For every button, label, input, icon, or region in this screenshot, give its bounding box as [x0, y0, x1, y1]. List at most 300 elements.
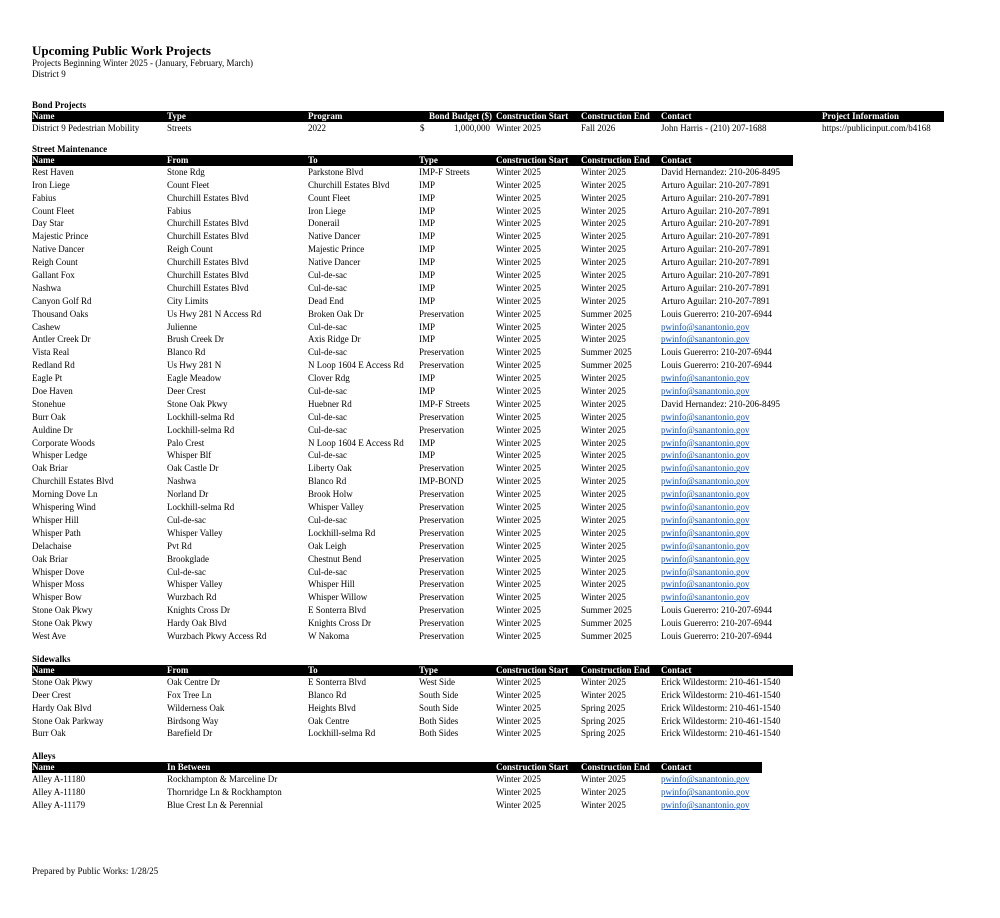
to-cell: E Sonterra Blvd	[308, 676, 366, 687]
contact-email-link[interactable]: pwinfo@sanantonio.gov	[661, 476, 750, 487]
construction-start-cell: Winter 2025	[496, 166, 541, 177]
table-row	[32, 424, 972, 437]
contact-email-link[interactable]: pwinfo@sanantonio.gov	[661, 502, 750, 513]
construction-start-cell: Winter 2025	[496, 676, 541, 687]
table-row	[32, 449, 972, 462]
construction-start-cell: Winter 2025	[496, 424, 541, 435]
table-row	[32, 179, 972, 192]
contact-email-link[interactable]: pwinfo@sanantonio.gov	[661, 787, 750, 798]
table-row	[32, 166, 972, 179]
to-cell: Cul-de-sac	[308, 514, 347, 525]
name-cell: Canyon Golf Rd	[32, 295, 92, 306]
name-cell: Hardy Oak Blvd	[32, 702, 92, 713]
to-cell: Heights Blvd	[308, 702, 356, 713]
from-cell: Count Fleet	[167, 179, 210, 190]
col-header-contact: Contact	[661, 762, 692, 773]
from-cell: Julienne	[167, 321, 197, 332]
construction-end-cell: Winter 2025	[581, 257, 626, 268]
from-cell: Cul-de-sac	[167, 566, 206, 577]
construction-start-cell: Winter 2025	[496, 218, 541, 229]
construction-end-cell: Winter 2025	[581, 179, 626, 190]
contact-email-link[interactable]: pwinfo@sanantonio.gov	[661, 540, 750, 551]
name-cell: Deer Crest	[32, 689, 71, 700]
to-cell: Whisper Valley	[308, 502, 364, 513]
name-cell: Whisper Moss	[32, 579, 85, 590]
name-cell: Eagle Pt	[32, 373, 63, 384]
construction-end-cell: Spring 2025	[581, 702, 626, 713]
name-cell: Corporate Woods	[32, 437, 95, 448]
contact-cell: Louis Guererro: 210-207-6944	[661, 347, 772, 358]
col-header-name: Name	[32, 664, 55, 675]
table-row	[32, 411, 972, 424]
name-cell: Stone Oak Pkwy	[32, 676, 93, 687]
construction-end-cell: Winter 2025	[581, 398, 626, 409]
from-cell: Palo Crest	[167, 437, 205, 448]
name-cell: Morning Dove Ln	[32, 489, 98, 500]
contact-email-link[interactable]: pwinfo@sanantonio.gov	[661, 424, 750, 435]
contact-cell: Erick Wildestorm: 210-461-1540	[661, 715, 781, 726]
construction-start-cell: Winter 2025	[496, 540, 541, 551]
table-row	[32, 282, 972, 295]
contact-email-link[interactable]: pwinfo@sanantonio.gov	[661, 566, 750, 577]
construction-start-cell: Winter 2025	[496, 579, 541, 590]
table-row	[32, 786, 972, 799]
type-cell: Preservation	[419, 605, 464, 616]
type-cell: West Side	[419, 676, 456, 687]
contact-email-link[interactable]: pwinfo@sanantonio.gov	[661, 553, 750, 564]
contact-email-link[interactable]: pwinfo@sanantonio.gov	[661, 592, 750, 603]
construction-end-cell: Winter 2025	[581, 295, 626, 306]
contact-cell: Arturo Aguilar: 210-207-7891	[661, 205, 770, 216]
construction-start-cell: Winter 2025	[496, 437, 541, 448]
construction-end-cell: Summer 2025	[581, 618, 632, 629]
to-cell: Native Dancer	[308, 231, 361, 242]
to-cell: Lockhill-selma Rd	[308, 728, 376, 739]
table-row	[32, 501, 972, 514]
table-row	[32, 256, 972, 269]
type-cell: IMP	[419, 450, 436, 461]
to-cell: Oak Leigh	[308, 540, 347, 551]
from-cell: Barefield Dr	[167, 728, 213, 739]
from-cell: Wilderness Oak	[167, 702, 225, 713]
from-cell: Us Hwy 281 N Access Rd	[167, 308, 262, 319]
from-cell: Stone Oak Pkwy	[167, 398, 228, 409]
table-row	[32, 715, 972, 728]
construction-start-cell: Winter 2025	[496, 123, 541, 133]
construction-end-cell: Winter 2025	[581, 166, 626, 177]
name-cell: Stone Oak Pkwy	[32, 605, 93, 616]
street-table-header	[32, 155, 793, 166]
contact-cell: Arturo Aguilar: 210-207-7891	[661, 270, 770, 281]
construction-start-cell: Winter 2025	[496, 592, 541, 603]
construction-end-cell: Winter 2025	[581, 579, 626, 590]
name-cell: Burr Oak	[32, 411, 66, 422]
contact-cell: Arturo Aguilar: 210-207-7891	[661, 295, 770, 306]
table-row	[32, 578, 972, 591]
col-header-construction-end: Construction End	[581, 154, 650, 165]
name-cell: Whispering Wind	[32, 502, 96, 513]
contact-cell: Arturo Aguilar: 210-207-7891	[661, 282, 770, 293]
col-header-name: Name	[32, 154, 55, 165]
construction-start-cell: Winter 2025	[496, 295, 541, 306]
bond-table-header	[32, 111, 944, 122]
construction-end-cell: Winter 2025	[581, 373, 626, 384]
type-cell: Preservation	[419, 347, 464, 358]
contact-email-link[interactable]: pwinfo@sanantonio.gov	[661, 514, 750, 525]
name-cell: Whisper Hill	[32, 514, 79, 525]
construction-end-cell: Spring 2025	[581, 715, 626, 726]
table-row	[32, 702, 972, 715]
from-cell: Lockhill-selma Rd	[167, 411, 235, 422]
type-cell: Both Sides	[419, 715, 459, 726]
construction-end-cell: Winter 2025	[581, 489, 626, 500]
to-cell: N Loop 1604 E Access Rd	[308, 437, 404, 448]
name-cell: Reigh Count	[32, 257, 78, 268]
contact-cell: Arturo Aguilar: 210-207-7891	[661, 218, 770, 229]
contact-cell: Arturo Aguilar: 210-207-7891	[661, 192, 770, 203]
table-row	[32, 566, 972, 579]
construction-end-cell: Winter 2025	[581, 676, 626, 687]
contact-cell: Louis Guererro: 210-207-6944	[661, 360, 772, 371]
page-title: Upcoming Public Work Projects	[32, 43, 211, 58]
to-cell: Cul-de-sac	[308, 450, 347, 461]
construction-start-cell: Winter 2025	[496, 360, 541, 371]
contact-cell: Erick Wildestorm: 210-461-1540	[661, 702, 781, 713]
from-cell: Nashwa	[167, 476, 196, 487]
col-header-to: To	[308, 664, 318, 675]
document-page	[32, 44, 972, 812]
to-cell: Donerail	[308, 218, 340, 229]
project-name-cell: District 9 Pedestrian Mobility	[32, 123, 140, 133]
construction-end-cell: Winter 2025	[581, 787, 626, 798]
table-row	[32, 617, 972, 630]
construction-end-cell: Summer 2025	[581, 308, 632, 319]
construction-start-cell: Winter 2025	[496, 566, 541, 577]
type-cell: IMP	[419, 437, 436, 448]
type-cell: IMP	[419, 205, 436, 216]
type-cell: IMP	[419, 218, 436, 229]
from-cell: Birdsong Way	[167, 715, 219, 726]
table-row	[32, 372, 972, 385]
construction-start-cell: Winter 2025	[496, 800, 541, 811]
col-header-bond-budget: Bond Budget ($)	[428, 111, 492, 121]
construction-end-cell: Winter 2025	[581, 527, 626, 538]
table-row	[32, 727, 972, 740]
to-cell: Cul-de-sac	[308, 321, 347, 332]
construction-start-cell: Winter 2025	[496, 728, 541, 739]
from-cell: Lockhill-selma Rd	[167, 502, 235, 513]
name-cell: Stonehue	[32, 398, 66, 409]
construction-start-cell: Winter 2025	[496, 386, 541, 397]
col-header-construction-start: Construction Start	[496, 762, 569, 773]
construction-start-cell: Winter 2025	[496, 715, 541, 726]
construction-start-cell: Winter 2025	[496, 398, 541, 409]
type-cell: IMP	[419, 386, 436, 397]
type-cell: Streets	[167, 123, 192, 133]
from-cell: Churchill Estates Blvd	[167, 218, 249, 229]
table-row	[32, 243, 972, 256]
col-header-construction-start: Construction Start	[496, 664, 569, 675]
table-row	[32, 540, 972, 553]
col-header-from: From	[167, 154, 189, 165]
from-cell: Reigh Count	[167, 244, 213, 255]
type-cell: Preservation	[419, 502, 464, 513]
from-cell: Lockhill-selma Rd	[167, 424, 235, 435]
type-cell: Preservation	[419, 411, 464, 422]
from-cell: Hardy Oak Blvd	[167, 618, 227, 629]
type-cell: IMP	[419, 295, 436, 306]
table-row	[32, 799, 972, 812]
type-cell: Preservation	[419, 514, 464, 525]
to-cell: Cul-de-sac	[308, 566, 347, 577]
table-row	[32, 308, 972, 321]
construction-start-cell: Winter 2025	[496, 787, 541, 798]
construction-end-cell: Fall 2026	[581, 123, 616, 133]
contact-cell: Erick Wildestorm: 210-461-1540	[661, 728, 781, 739]
type-cell: South Side	[419, 702, 459, 713]
col-header-contact: Contact	[661, 664, 692, 675]
project-information-cell: https://publicinput.com/b4168	[822, 123, 931, 133]
table-row	[32, 475, 972, 488]
sidewalks-table	[32, 665, 972, 740]
col-header-name: Name	[32, 111, 55, 121]
construction-end-cell: Winter 2025	[581, 282, 626, 293]
from-cell: Churchill Estates Blvd	[167, 231, 249, 242]
from-cell: Churchill Estates Blvd	[167, 192, 249, 203]
table-row	[32, 527, 972, 540]
contact-email-link[interactable]: pwinfo@sanantonio.gov	[661, 437, 750, 448]
from-cell: Deer Crest	[167, 386, 206, 397]
contact-email-link[interactable]: pwinfo@sanantonio.gov	[661, 489, 750, 500]
type-cell: Preservation	[419, 424, 464, 435]
col-header-from: From	[167, 664, 189, 675]
contact-email-link[interactable]: pwinfo@sanantonio.gov	[661, 450, 750, 461]
table-row	[32, 321, 972, 334]
type-cell: IMP	[419, 321, 436, 332]
col-header-type: Type	[419, 154, 438, 165]
street-section-title: Street Maintenance	[32, 143, 108, 154]
construction-end-cell: Winter 2025	[581, 502, 626, 513]
contact-cell: Erick Wildestorm: 210-461-1540	[661, 676, 781, 687]
table-row	[32, 591, 972, 604]
construction-start-cell: Winter 2025	[496, 702, 541, 713]
construction-start-cell: Winter 2025	[496, 231, 541, 242]
construction-end-cell: Winter 2025	[581, 553, 626, 564]
contact-email-link[interactable]: pwinfo@sanantonio.gov	[661, 373, 750, 384]
prepared-by-footer: Prepared by Public Works: 1/28/25	[32, 866, 159, 876]
name-cell: Vista Real	[32, 347, 70, 358]
table-row	[32, 122, 972, 135]
type-cell: Preservation	[419, 489, 464, 500]
col-header-contact: Contact	[661, 111, 692, 121]
col-header-construction-end: Construction End	[581, 664, 650, 675]
type-cell: IMP	[419, 270, 436, 281]
from-cell: Whisper Blf	[167, 450, 212, 461]
to-cell: Chestnut Bend	[308, 553, 362, 564]
construction-end-cell: Winter 2025	[581, 450, 626, 461]
type-cell: IMP	[419, 282, 436, 293]
type-cell: Preservation	[419, 630, 464, 641]
to-cell: Cul-de-sac	[308, 424, 347, 435]
name-cell: Oak Briar	[32, 463, 68, 474]
name-cell: Stone Oak Parkway	[32, 715, 104, 726]
sidewalks-table-header	[32, 665, 793, 676]
contact-email-link[interactable]: pwinfo@sanantonio.gov	[661, 411, 750, 422]
street-maintenance-table	[32, 155, 972, 643]
construction-end-cell: Winter 2025	[581, 218, 626, 229]
type-cell: IMP-BOND	[419, 476, 464, 487]
col-header-construction-end: Construction End	[581, 762, 650, 773]
contact-cell: Erick Wildestorm: 210-461-1540	[661, 689, 781, 700]
construction-start-cell: Winter 2025	[496, 605, 541, 616]
type-cell: IMP	[419, 373, 436, 384]
construction-end-cell: Winter 2025	[581, 205, 626, 216]
construction-end-cell: Summer 2025	[581, 347, 632, 358]
alleys-table-header	[32, 762, 762, 773]
construction-start-cell: Winter 2025	[496, 244, 541, 255]
from-cell: Cul-de-sac	[167, 514, 206, 525]
construction-start-cell: Winter 2025	[496, 270, 541, 281]
name-cell: Majestic Prince	[32, 231, 89, 242]
to-cell: Clover Rdg	[308, 373, 350, 384]
name-cell: Alley A-11180	[32, 787, 86, 798]
col-header-construction-start: Construction Start	[496, 154, 569, 165]
name-cell: West Ave	[32, 630, 66, 641]
from-cell: Churchill Estates Blvd	[167, 270, 249, 281]
construction-start-cell: Winter 2025	[496, 321, 541, 332]
table-row	[32, 295, 972, 308]
type-cell: Preservation	[419, 360, 464, 371]
to-cell: Brook Holw	[308, 489, 353, 500]
contact-cell: Arturo Aguilar: 210-207-7891	[661, 179, 770, 190]
contact-email-link[interactable]: pwinfo@sanantonio.gov	[661, 386, 750, 397]
type-cell: South Side	[419, 689, 459, 700]
contact-email-link[interactable]: pwinfo@sanantonio.gov	[661, 800, 750, 811]
name-cell: Antler Creek Dr	[32, 334, 91, 345]
name-cell: Delachaise	[32, 540, 72, 551]
name-cell: Redland Rd	[32, 360, 75, 371]
construction-end-cell: Summer 2025	[581, 630, 632, 641]
district-label: District 9	[32, 69, 66, 79]
contact-email-link[interactable]: pwinfo@sanantonio.gov	[661, 774, 750, 785]
budget-amount: 1,000,000	[454, 123, 490, 133]
col-header-type: Type	[167, 111, 186, 121]
table-row	[32, 205, 972, 218]
contact-email-link[interactable]: pwinfo@sanantonio.gov	[661, 463, 750, 474]
name-cell: Count Fleet	[32, 205, 75, 216]
table-row	[32, 333, 972, 346]
contact-cell: Louis Guererro: 210-207-6944	[661, 630, 772, 641]
construction-start-cell: Winter 2025	[496, 257, 541, 268]
col-header-type: Type	[419, 664, 438, 675]
to-cell: Cul-de-sac	[308, 270, 347, 281]
contact-email-link[interactable]: pwinfo@sanantonio.gov	[661, 527, 750, 538]
construction-start-cell: Winter 2025	[496, 489, 541, 500]
contact-cell: John Harris - (210) 207-1688	[661, 123, 767, 133]
construction-start-cell: Winter 2025	[496, 476, 541, 487]
from-cell: Whisper Valley	[167, 527, 223, 538]
to-cell: Cul-de-sac	[308, 411, 347, 422]
type-cell: Preservation	[419, 463, 464, 474]
bond-section-title: Bond Projects	[32, 100, 87, 110]
type-cell: IMP	[419, 257, 436, 268]
type-cell: Preservation	[419, 618, 464, 629]
contact-email-link[interactable]: pwinfo@sanantonio.gov	[661, 334, 750, 345]
page-subtitle: Projects Beginning Winter 2025 - (January, February, March)	[32, 58, 253, 68]
contact-email-link[interactable]: pwinfo@sanantonio.gov	[661, 321, 750, 332]
table-row	[32, 217, 972, 230]
construction-end-cell: Winter 2025	[581, 321, 626, 332]
name-cell: Auldine Dr	[32, 424, 73, 435]
from-cell: Oak Centre Dr	[167, 676, 220, 687]
name-cell: Thousand Oaks	[32, 308, 89, 319]
name-cell: Whisper Bow	[32, 592, 82, 603]
table-row	[32, 689, 972, 702]
construction-end-cell: Winter 2025	[581, 514, 626, 525]
table-row	[32, 398, 972, 411]
type-cell: IMP	[419, 192, 436, 203]
type-cell: Preservation	[419, 540, 464, 551]
contact-email-link[interactable]: pwinfo@sanantonio.gov	[661, 579, 750, 590]
to-cell: Dead End	[308, 295, 344, 306]
table-row	[32, 630, 972, 643]
construction-end-cell: Winter 2025	[581, 437, 626, 448]
table-row	[32, 385, 972, 398]
type-cell: Preservation	[419, 553, 464, 564]
contact-cell: Arturo Aguilar: 210-207-7891	[661, 257, 770, 268]
construction-end-cell: Winter 2025	[581, 192, 626, 203]
name-cell: Oak Briar	[32, 553, 68, 564]
construction-end-cell: Winter 2025	[581, 334, 626, 345]
construction-start-cell: Winter 2025	[496, 553, 541, 564]
construction-start-cell: Winter 2025	[496, 282, 541, 293]
in-between-cell: Thornridge Ln & Rockhampton	[167, 787, 282, 798]
table-row	[32, 488, 972, 501]
to-cell: Knights Cross Dr	[308, 618, 372, 629]
name-cell: Whisper Ledge	[32, 450, 88, 461]
name-cell: Nashwa	[32, 282, 61, 293]
construction-end-cell: Winter 2025	[581, 774, 626, 785]
contact-cell: Arturo Aguilar: 210-207-7891	[661, 244, 770, 255]
program-cell: 2022	[308, 123, 326, 133]
contact-cell: David Hernandez: 210-206-8495	[661, 166, 780, 177]
type-cell: Both Sides	[419, 728, 459, 739]
construction-end-cell: Winter 2025	[581, 689, 626, 700]
to-cell: W Nakoma	[308, 630, 350, 641]
from-cell: Oak Castle Dr	[167, 463, 219, 474]
name-cell: Gallant Fox	[32, 270, 75, 281]
to-cell: Axis Ridge Dr	[308, 334, 361, 345]
construction-end-cell: Winter 2025	[581, 231, 626, 242]
to-cell: Oak Centre	[308, 715, 350, 726]
to-cell: Parkstone Blvd	[308, 166, 364, 177]
table-row	[32, 514, 972, 527]
table-row	[32, 346, 972, 359]
from-cell: Knights Cross Dr	[167, 605, 231, 616]
contact-cell: Arturo Aguilar: 210-207-7891	[661, 231, 770, 242]
to-cell: Broken Oak Dr	[308, 308, 364, 319]
table-row	[32, 462, 972, 475]
construction-end-cell: Winter 2025	[581, 424, 626, 435]
col-header-to: To	[308, 154, 318, 165]
to-cell: Cul-de-sac	[308, 282, 347, 293]
currency-symbol: $	[420, 123, 425, 133]
from-cell: Fabius	[167, 205, 192, 216]
type-cell: Preservation	[419, 566, 464, 577]
col-header-program: Program	[308, 111, 343, 121]
to-cell: Majestic Prince	[308, 244, 365, 255]
construction-start-cell: Winter 2025	[496, 334, 541, 345]
